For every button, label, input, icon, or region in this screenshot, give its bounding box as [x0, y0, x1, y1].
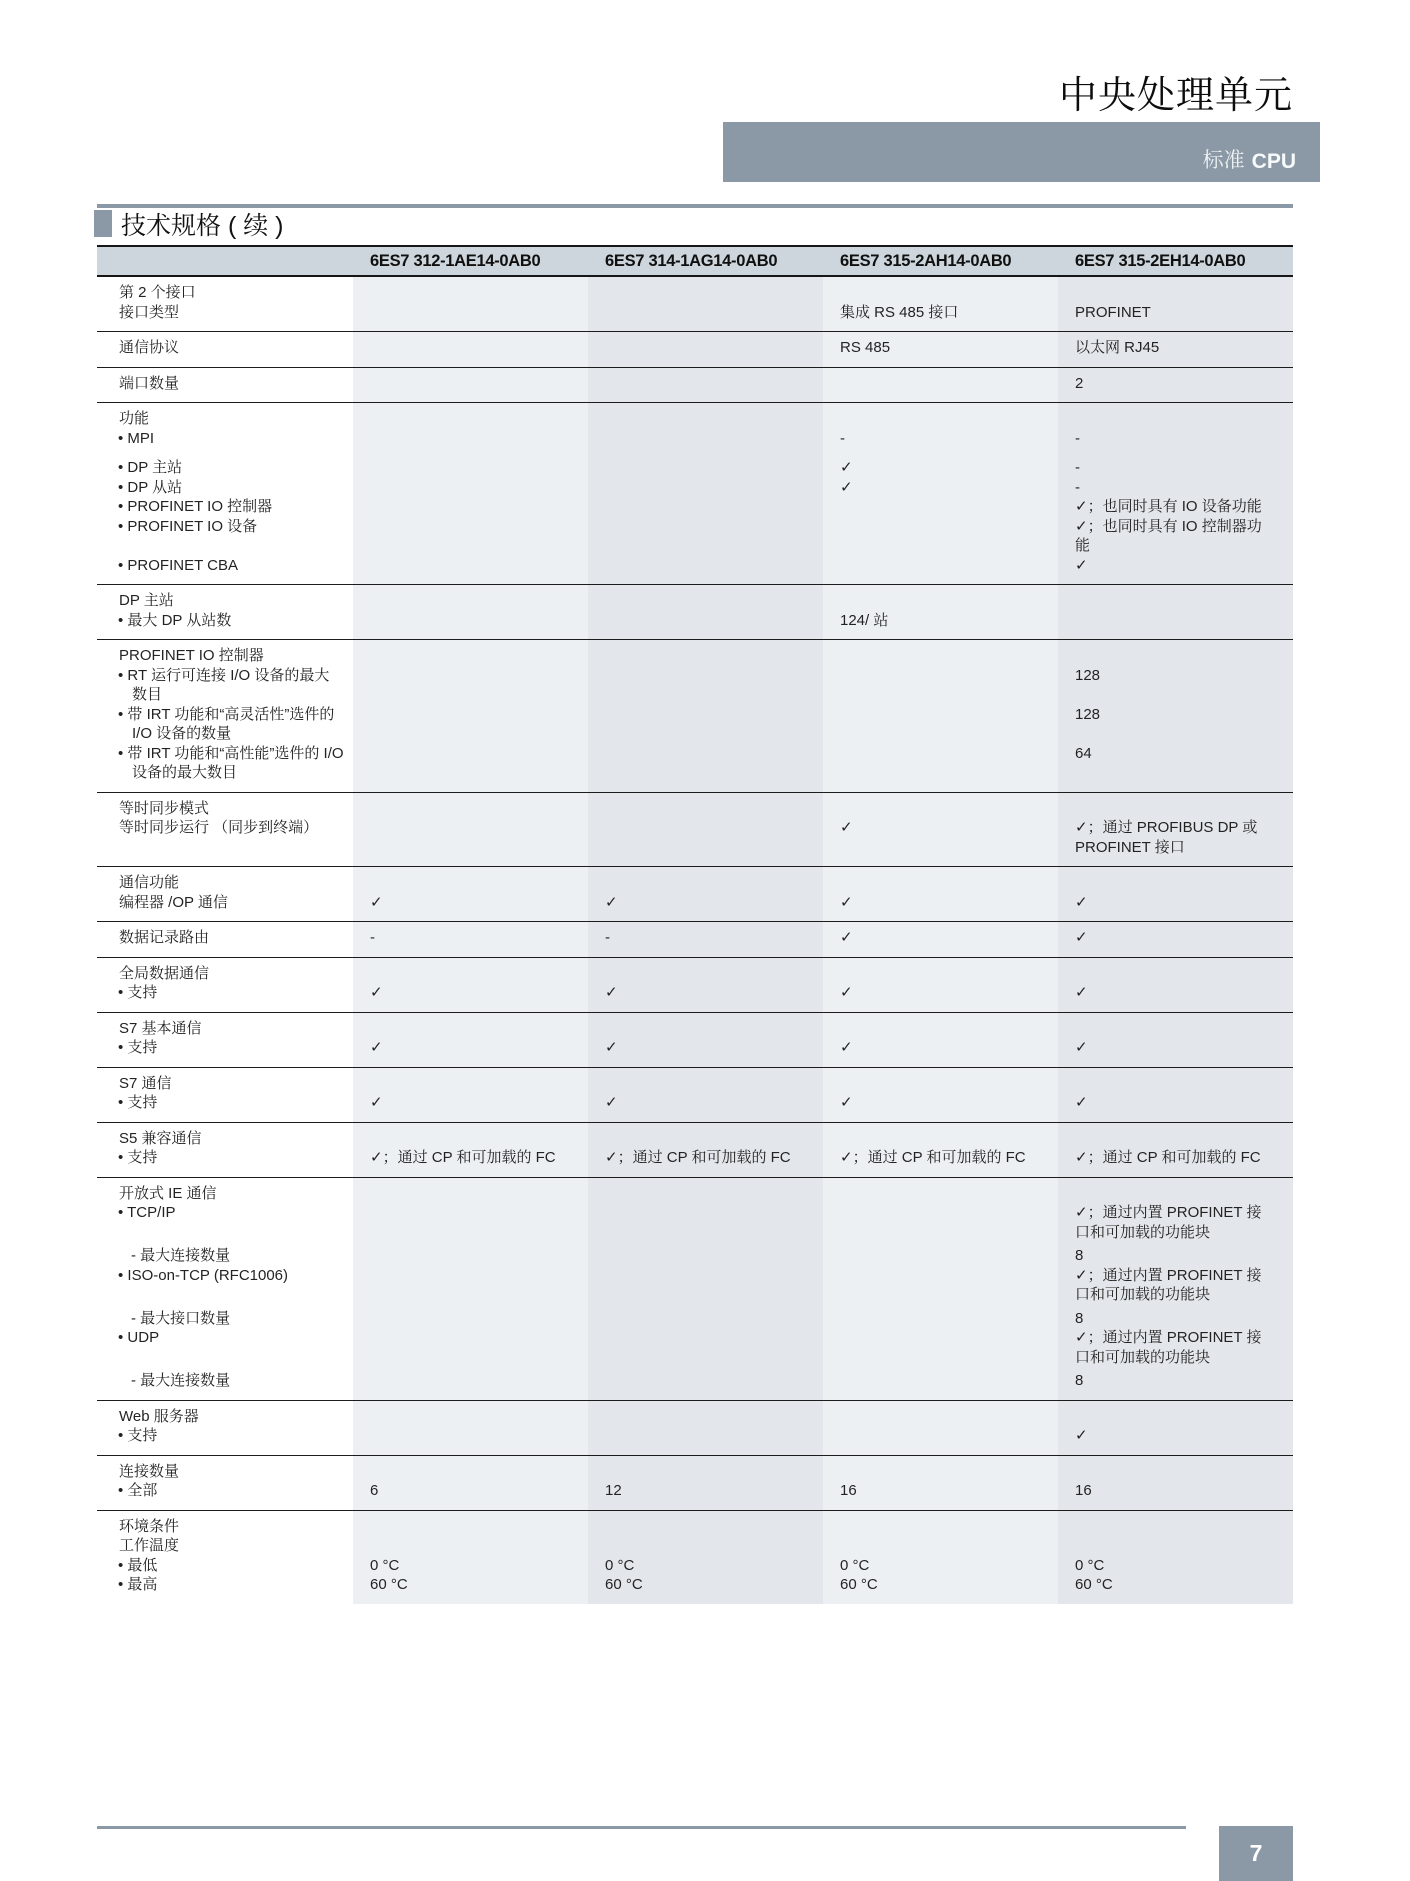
row-label: • 支持 — [118, 1149, 158, 1166]
row-label: • DP 主站 — [118, 459, 183, 476]
row-label: 开放式 IE 通信 — [119, 1184, 217, 1202]
cell-value: ✓ — [840, 1039, 853, 1056]
standard-cpu-banner — [723, 122, 1320, 182]
table-line — [97, 1074, 1293, 1094]
cell-value: 60 °C — [370, 1576, 408, 1593]
cell-value: 128 — [1075, 666, 1101, 684]
table-line — [97, 283, 1293, 303]
cell-value: 60 °C — [840, 1576, 878, 1593]
row-label: 编程器 /OP 通信 — [119, 893, 228, 911]
cell-value: 6 — [370, 1482, 379, 1499]
banner-label-bold: CPU — [1251, 150, 1296, 173]
table-line — [97, 1407, 1293, 1427]
table-line — [97, 374, 1293, 394]
cell-value: 64 — [1075, 744, 1092, 762]
table-row — [97, 792, 1293, 867]
table-line — [97, 517, 1293, 556]
row-label: 通信协议 — [119, 339, 180, 356]
row-label: DP 主站 — [119, 592, 174, 609]
table-row — [97, 1400, 1293, 1455]
table-row — [97, 639, 1293, 792]
row-label: 等时同步模式 — [119, 799, 210, 817]
cell-value: ✓；也同时具有 IO 设备功能 — [1075, 498, 1262, 515]
row-label: 接口类型 — [119, 303, 180, 321]
cell-value: ✓；通过内置 PROFINET 接口和可加载的功能块 — [1075, 1266, 1262, 1303]
table-header-cell: 6ES7 315-2AH14-0AB0 — [840, 251, 1012, 270]
table-line — [97, 1019, 1293, 1039]
cell-value: ✓ — [1075, 1427, 1088, 1444]
row-label: 全局数据通信 — [119, 964, 210, 982]
cell-value: ✓ — [605, 893, 618, 911]
table-header-cell: 6ES7 312-1AE14-0AB0 — [370, 251, 541, 270]
row-label: PROFINET IO 控制器 — [119, 647, 264, 664]
table-row — [97, 1067, 1293, 1122]
table-line — [97, 666, 1293, 705]
row-label: 功能 — [119, 410, 150, 427]
cell-value: ✓；通过 CP 和可加载的 FC — [1075, 1149, 1261, 1166]
table-line — [97, 409, 1293, 429]
table-row — [97, 1177, 1293, 1400]
row-label: • TCP/IP — [118, 1204, 176, 1221]
cell-value: - — [1075, 459, 1080, 476]
cell-value: ✓ — [840, 478, 853, 496]
table-row — [97, 1012, 1293, 1067]
table-row — [97, 957, 1293, 1012]
table-row — [97, 1510, 1293, 1604]
table-line — [97, 429, 1293, 449]
table-line — [97, 1184, 1293, 1204]
table-header-cell: 6ES7 314-1AG14-0AB0 — [605, 251, 778, 270]
table-line — [97, 1038, 1293, 1058]
cell-value: ✓ — [370, 893, 383, 911]
row-label: • PROFINET IO 控制器 — [118, 498, 273, 515]
table-body — [97, 277, 1293, 1604]
row-label: Web 服务器 — [119, 1407, 199, 1425]
cell-value: 60 °C — [1075, 1576, 1113, 1593]
cell-value: 128 — [1075, 705, 1101, 723]
table-line — [97, 1148, 1293, 1168]
row-label: 连接数量 — [119, 1462, 180, 1480]
section-heading: 技术规格 ( 续 ) — [121, 212, 284, 240]
cell-value: ✓ — [1075, 1094, 1088, 1111]
cell-value: 60 °C — [605, 1576, 643, 1593]
row-label: - 最大连接数量 — [131, 1247, 231, 1264]
cell-value: - — [1075, 429, 1080, 447]
cell-value: 124/ 站 — [840, 611, 889, 629]
table-line — [97, 497, 1293, 517]
row-label: S7 基本通信 — [119, 1019, 202, 1037]
row-label: • PROFINET IO 设备 — [118, 517, 258, 535]
table-line — [97, 1426, 1293, 1446]
table-line — [97, 818, 1293, 857]
cell-value: 0 °C — [840, 1556, 870, 1574]
cell-value: PROFINET — [1075, 303, 1151, 321]
spec-table — [97, 245, 1293, 1604]
table-line — [97, 611, 1293, 631]
table-line — [97, 1246, 1293, 1266]
cell-value: ✓ — [1075, 1039, 1088, 1056]
table-line — [97, 1266, 1293, 1305]
table-line — [97, 303, 1293, 323]
row-label: - 最大连接数量 — [131, 1372, 231, 1389]
table-line — [97, 964, 1293, 984]
cell-value: - — [840, 429, 845, 447]
row-label: • 支持 — [118, 1427, 158, 1444]
table-line — [97, 1093, 1293, 1113]
table-header-row — [97, 245, 1293, 277]
row-label: • PROFINET CBA — [118, 556, 238, 574]
page-title: 中央处理单元 — [1058, 75, 1293, 117]
table-line — [97, 1517, 1293, 1537]
table-line — [97, 478, 1293, 498]
cell-value: - — [605, 929, 610, 946]
cell-value: ✓ — [1075, 984, 1088, 1001]
table-line — [97, 799, 1293, 819]
cell-value: ✓ — [840, 1094, 853, 1111]
banner-label: 标准 — [1202, 149, 1245, 172]
table-row — [97, 584, 1293, 639]
table-line — [97, 893, 1293, 913]
row-label: • UDP — [118, 1329, 160, 1346]
table-line — [97, 983, 1293, 1003]
row-label: • 最低 — [118, 1556, 158, 1574]
cell-value: 以太网 RJ45 — [1075, 339, 1160, 356]
cell-value: 8 — [1075, 1309, 1084, 1327]
table-line — [97, 1462, 1293, 1482]
table-line — [97, 1575, 1293, 1595]
row-label: • RT 运行可连接 I/O 设备的最大数目 — [118, 666, 330, 703]
table-line — [97, 1371, 1293, 1391]
cell-value: ✓ — [1075, 893, 1088, 911]
row-label: • 最高 — [118, 1576, 158, 1593]
table-line — [97, 1536, 1293, 1556]
cell-value: ✓ — [1075, 556, 1088, 574]
table-row — [97, 1122, 1293, 1177]
cell-value: ✓ — [840, 819, 853, 836]
table-line — [97, 591, 1293, 611]
cell-value: ✓ — [605, 1039, 618, 1056]
row-label: 第 2 个接口 — [119, 284, 196, 301]
row-label: 工作温度 — [119, 1537, 180, 1554]
table-line — [97, 646, 1293, 666]
table-row — [97, 367, 1293, 403]
row-label: 等时同步运行 （同步到终端） — [119, 819, 319, 836]
cell-value: ✓ — [840, 459, 853, 476]
table-line — [97, 1328, 1293, 1367]
row-label: 环境条件 — [119, 1517, 180, 1535]
table-line — [97, 1481, 1293, 1501]
cell-value: 8 — [1075, 1372, 1084, 1389]
cell-value: - — [1075, 478, 1080, 496]
cell-value: ✓；通过内置 PROFINET 接口和可加载的功能块 — [1075, 1329, 1262, 1366]
row-label: 数据记录路由 — [119, 929, 210, 946]
cell-value: 0 °C — [1075, 1556, 1105, 1574]
table-line — [97, 1129, 1293, 1149]
row-label: • 支持 — [118, 984, 158, 1001]
row-label: • DP 从站 — [118, 478, 183, 496]
row-label: • 带 IRT 功能和“高灵活性”选件的 I/O 设备的数量 — [118, 705, 335, 742]
cell-value: - — [370, 929, 375, 946]
table-line — [97, 928, 1293, 948]
row-label: - 最大接口数量 — [131, 1309, 231, 1327]
footer-line — [97, 1826, 1186, 1829]
cell-value: ✓；通过 CP 和可加载的 FC — [605, 1149, 791, 1166]
row-label: • 支持 — [118, 1039, 158, 1056]
table-line — [97, 458, 1293, 478]
row-label: • 全部 — [118, 1482, 158, 1499]
cell-value: RS 485 — [840, 339, 891, 356]
row-label: • ISO-on-TCP (RFC1006) — [118, 1266, 289, 1284]
row-label: S7 通信 — [119, 1074, 172, 1092]
cell-value: ✓；通过 PROFIBUS DP 或 PROFINET 接口 — [1075, 819, 1258, 856]
table-row — [97, 1455, 1293, 1510]
cell-value: ✓ — [370, 1039, 383, 1056]
row-label: • 最大 DP 从站数 — [118, 611, 232, 629]
row-label: 通信功能 — [119, 874, 180, 891]
table-line — [97, 338, 1293, 358]
cell-value: 集成 RS 485 接口 — [840, 303, 959, 321]
page-number: 7 — [1219, 1826, 1293, 1881]
row-label: S5 兼容通信 — [119, 1129, 202, 1147]
table-line — [97, 873, 1293, 893]
cell-value: ✓ — [605, 1094, 618, 1111]
table-row — [97, 277, 1293, 331]
cell-value: ✓；通过内置 PROFINET 接口和可加载的功能块 — [1075, 1204, 1262, 1241]
cell-value: ✓ — [605, 984, 618, 1001]
cell-value: ✓ — [840, 929, 853, 946]
cell-value: ✓；通过 CP 和可加载的 FC — [840, 1149, 1026, 1166]
table-row — [97, 866, 1293, 921]
table-line — [97, 1556, 1293, 1576]
cell-value: 16 — [1075, 1482, 1092, 1499]
table-row — [97, 331, 1293, 367]
row-label: 端口数量 — [119, 374, 180, 392]
cell-value: ✓ — [370, 1094, 383, 1111]
cell-value: 2 — [1075, 374, 1084, 392]
cell-value: 0 °C — [370, 1556, 400, 1574]
cell-value: ✓ — [1075, 929, 1088, 946]
section-bullet — [94, 210, 112, 237]
table-line — [97, 1309, 1293, 1329]
table-line — [97, 1203, 1293, 1242]
cell-value: ✓ — [370, 984, 383, 1001]
cell-value: ✓；也同时具有 IO 控制器功能 — [1075, 517, 1262, 554]
table-header-cell: 6ES7 315-2EH14-0AB0 — [1075, 251, 1246, 270]
cell-value: ✓ — [840, 893, 853, 911]
cell-value: ✓；通过 CP 和可加载的 FC — [370, 1149, 556, 1166]
row-label: • 支持 — [118, 1094, 158, 1111]
row-label: • 带 IRT 功能和“高性能”选件的 I/O 设备的最大数目 — [118, 744, 344, 781]
cell-value: 16 — [840, 1482, 857, 1499]
table-row — [97, 402, 1293, 584]
table-line — [97, 744, 1293, 783]
cell-value: 8 — [1075, 1247, 1084, 1264]
cell-value: 0 °C — [605, 1556, 635, 1574]
cell-value: ✓ — [840, 984, 853, 1001]
cell-value: 12 — [605, 1482, 622, 1499]
table-line — [97, 556, 1293, 576]
row-label: • MPI — [118, 429, 155, 447]
table-row — [97, 921, 1293, 957]
table-line — [97, 705, 1293, 744]
